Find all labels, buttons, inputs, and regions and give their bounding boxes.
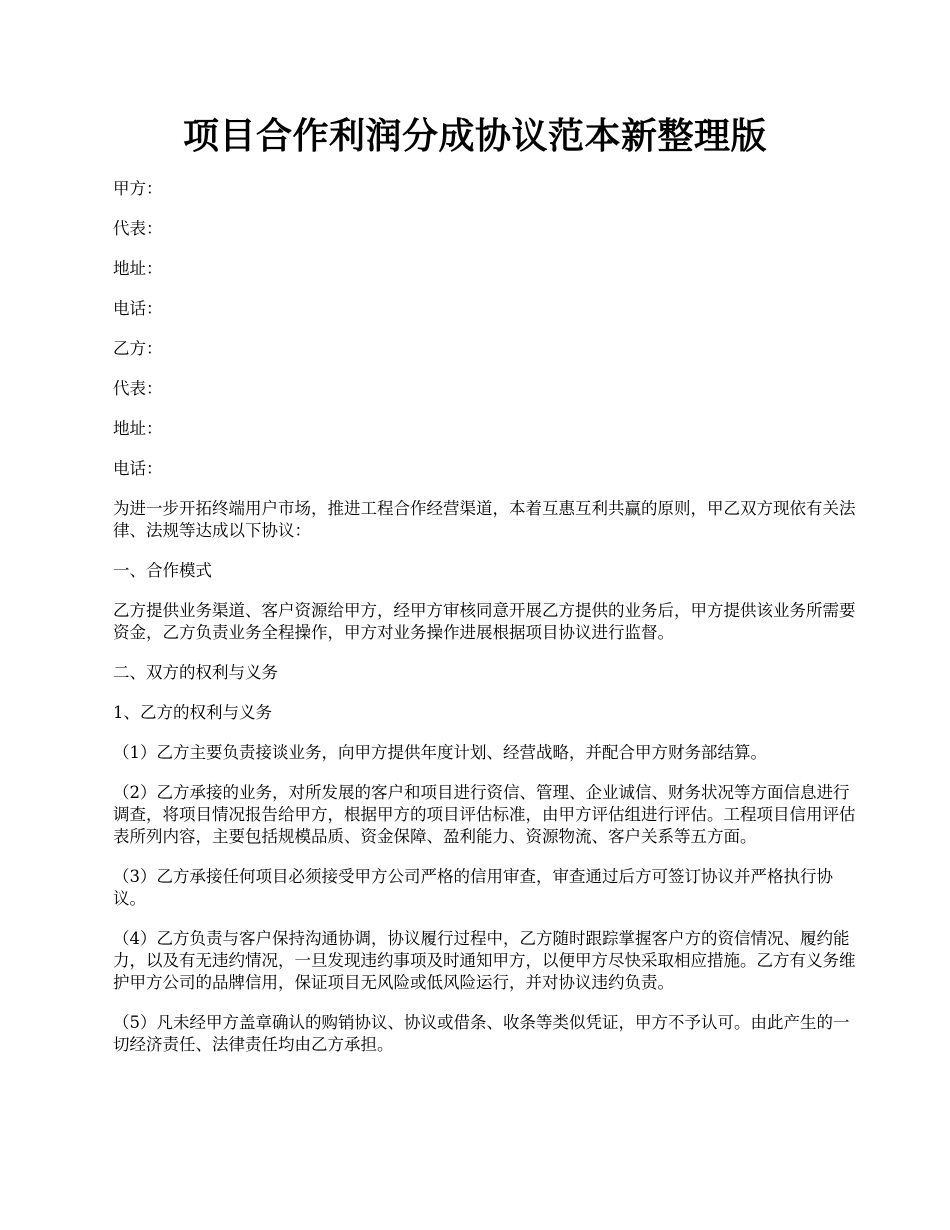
subsection-1-heading: 1、乙方的权利与义务 <box>113 703 272 722</box>
party-b-address: 地址： <box>113 419 163 438</box>
party-b-phone: 电话： <box>113 459 163 478</box>
document-body <box>113 178 858 1074</box>
party-a-phone: 电话： <box>113 299 163 318</box>
party-a-address: 地址： <box>113 259 163 278</box>
list-item: （4）乙方负责与客户保持沟通协调，协议履行过程中，乙方随时跟踪掌握客户方的资信情况、履约能力，以及有无违约情况，一旦发现违约事项及时通知甲方，以便甲方尽快采取相应措施。乙方有义务维护甲方公司的品牌信用，保证项目无风险或低风险运行，并对协议违约负责。 <box>113 929 856 992</box>
party-a-rep: 代表： <box>113 219 163 238</box>
section-2-heading: 二、双方的权利与义务 <box>113 663 278 682</box>
list-item: （3）乙方承接任何项目必须接受甲方公司严格的信用审查，审查通过后方可签订协议并严格执行协议。 <box>113 867 833 908</box>
list-item: （5）凡未经甲方盖章确认的购销协议、协议或借条、收条等类似凭证，甲方不予认可。由此产生的一切经济责任、法律责任均由乙方承担。 <box>113 1013 850 1054</box>
party-a-label: 甲方： <box>113 179 163 198</box>
list-item: （1）乙方主要负责接谈业务，向甲方提供年度计划、经营战略，并配合甲方财务部结算。 <box>113 743 767 762</box>
section-1-paragraph: 乙方提供业务渠道、客户资源给甲方，经甲方审核同意开展乙方提供的业务后，甲方提供该业务所需要资金，乙方负责业务全程操作，甲方对业务操作进展根据项目协议进行监督。 <box>113 601 856 642</box>
list-item: （2）乙方承接的业务，对所发展的客户和项目进行资信、管理、企业诚信、财务状况等方面信息进行调查，将项目情况报告给甲方，根据甲方的项目评估标准，由甲方评估组进行评估。工程项目信用评估表所列内容，主要包括规模品质、资金保障、盈利能力、资源物流、客户关系等五方面。 <box>113 783 856 846</box>
party-b-rep: 代表： <box>113 379 163 398</box>
document-title: 项目合作利润分成协议范本新整理版 <box>182 116 767 157</box>
intro-paragraph: 为进一步开拓终端用户市场，推进工程合作经营渠道，本着互惠互利共赢的原则，甲乙双方现依有关法律、法规等达成以下协议： <box>113 499 856 540</box>
section-1-heading: 一、合作模式 <box>113 561 212 580</box>
party-b-label: 乙方： <box>113 339 163 358</box>
